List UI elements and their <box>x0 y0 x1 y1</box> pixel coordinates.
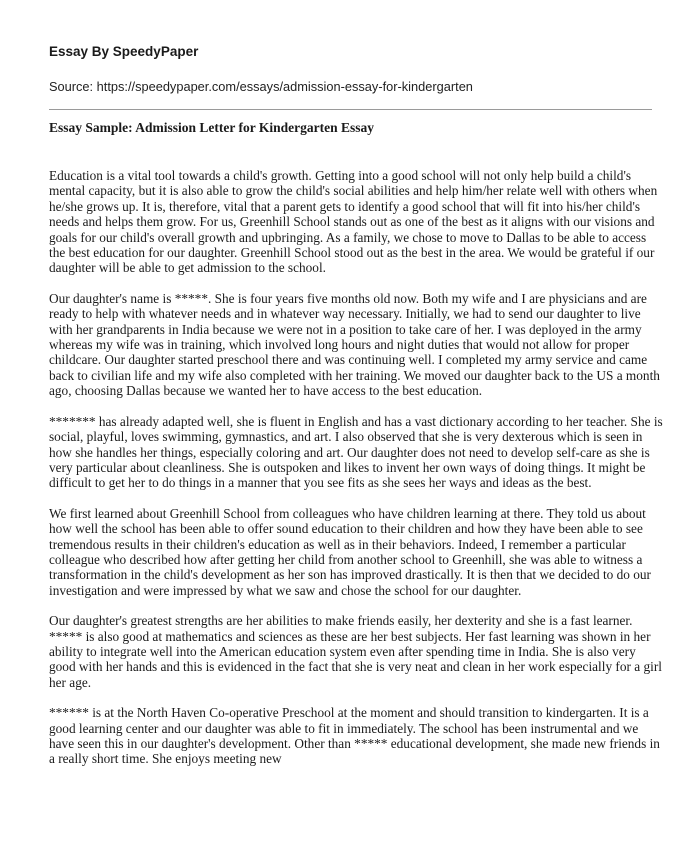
document-header-title: Essay By SpeedyPaper <box>49 44 199 59</box>
header-divider <box>49 109 652 110</box>
essay-title: Essay Sample: Admission Letter for Kindergarten Essay <box>49 120 375 135</box>
source-line: Source: https://speedypaper.com/essays/admission-essay-for-kindergarten <box>49 79 473 94</box>
essay-paragraph-6: ****** is at the North Haven Co-operative Preschool at the moment and should transition to kindergarten. It is a good learning center and our daughter was able to fit in immediately. The school has been instrumental and we have seen this in our daughter's development. Other than ***** educational development, she made new friends in a really short time. She enjoys meeting new <box>49 705 660 767</box>
essay-paragraph-2: Our daughter's name is *****. She is four years five months old now. Both my wife and I are physicians and are ready to help with whatever needs and in whatever way necessary. Initially, we had to send our daughter to live with her grandparents in India because we were not in a position to take care of her. I was deployed in the army whereas my wife was in training, which involved long hours and night duties that would not allow for proper childcare. Our daughter started preschool there and was continuing well. I completed my army service and came back to civilian life and my wife also completed with her training. We moved our daughter back to the US a month ago, choosing Dallas because we wanted her to have access to the best education. <box>49 290 660 399</box>
essay-paragraph-4: We first learned about Greenhill School from colleagues who have children learning at there. They told us about how well the school has been able to offer sound education to their children and how they have been able to see tremendous results in their children's education as well as in their behaviors. Indeed, I remember a particular colleague who described how after getting her child from another school to Greenhill, she was able to witness a transformation in the child's development as her son has improved drastically. It is then that we decided to do our investigation and were impressed by what we saw and chose the school for our daughter. <box>49 505 651 598</box>
essay-paragraph-1: Education is a vital tool towards a child's growth. Getting into a good school will not only help build a child's mental capacity, but it is also able to grow the child's social abilities and help him/her relate well with others when he/she grows up. It is, therefore, vital that a parent gets to identify a good school that will fit into his/her child's needs and helps them grow. For us, Greenhill School stands out as one of the best as it aligns with our visions and goals for our child's overall growth and upbringing. As a family, we chose to move to Dallas to be able to access the best education for our daughter. Greenhill School stood out as the best in the area. We would be grateful if our daughter will be able to get admission to the school. <box>49 168 658 276</box>
essay-paragraph-5: Our daughter's greatest strengths are her abilities to make friends easily, her dexterity and she is a fast learner. ***** is also good at mathematics and sciences as these are her best subjects. Her fast learning was shown in her ability to integrate well into the American education system even after spending time in India. She is also very good with her hands and this is evidenced in the fact that she is very neat and clean in her work especially for a girl her age. <box>49 613 662 690</box>
essay-body <box>49 168 664 782</box>
essay-paragraph-3: ******* has already adapted well, she is fluent in English and has a vast dictionary according to her teacher. She is social, playful, loves swimming, gymnastics, and art. I also observed that she is very dexterous which is seen in how she handles her things, especially coloring and art. Our daughter does not need to develop self-care as she is very particular about cleanliness. She is outspoken and likes to invent her own ways of doing things. It might be difficult to get her to do things in a manner that you see fits as she sees her ways and ideas as the best. <box>49 413 663 491</box>
